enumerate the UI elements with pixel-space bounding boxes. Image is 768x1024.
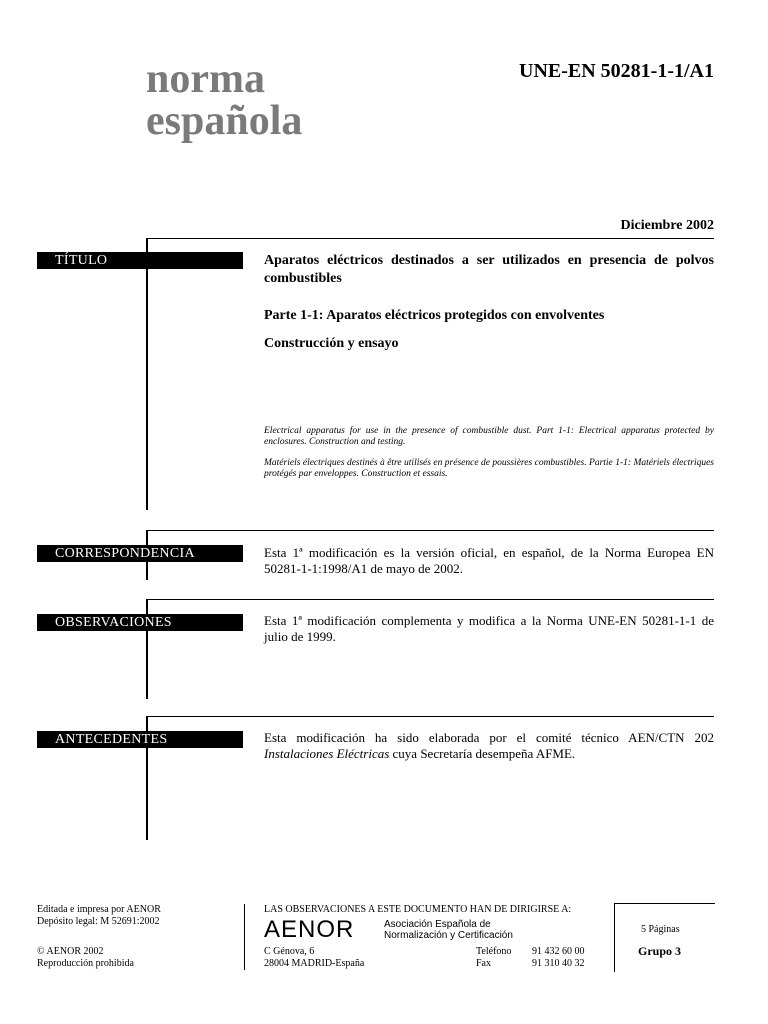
correspondencia-text: Esta 1ª modificación es la versión oficial, en español, de la Norma Europea EN 50281-1-1:1998/A1 de mayo de 2002. bbox=[264, 545, 714, 576]
standard-code: UNE-EN 50281-1-1/A1 bbox=[519, 60, 714, 82]
footer-copyright bbox=[37, 946, 134, 970]
price-group: Grupo 3 bbox=[638, 944, 682, 958]
titulo-content bbox=[264, 252, 714, 480]
antecedentes-text bbox=[264, 730, 714, 762]
edited-by: Editada e impresa por AENOR bbox=[37, 904, 161, 915]
publication-date: Diciembre 2002 bbox=[620, 218, 714, 233]
contact-values bbox=[532, 946, 585, 970]
document-part: Parte 1-1: Aparatos eléctricos protegidos con envolventes bbox=[264, 308, 605, 323]
antecedentes-text-start: Esta modificación ha sido elaborada por el comité técnico AEN/CTN 202 bbox=[264, 730, 714, 745]
footer-edition bbox=[37, 904, 161, 928]
fax-label: Fax bbox=[476, 958, 491, 969]
observaciones-top-rule bbox=[146, 599, 714, 600]
reproduction-notice: Reproducción prohibida bbox=[37, 958, 134, 969]
observaciones-text: Esta 1ª modificación complementa y modifica a la Norma UNE-EN 50281-1-1 de julio de 1999. bbox=[264, 613, 714, 644]
address-street: C Génova, 6 bbox=[264, 946, 315, 957]
pages-box bbox=[614, 903, 715, 972]
phone-number: 91 432 60 00 bbox=[532, 946, 585, 957]
aenor-name-line2: Normalización y Certificación bbox=[384, 930, 513, 941]
brand-line1: norma bbox=[146, 56, 265, 102]
aenor-logo: AENOR bbox=[264, 916, 355, 943]
title-french: Matériels électriques destinés à être utilisés en présence de poussières combustibles. Partie 1-1: Matériels électriques protégés par enveloppes. Construction et essais. bbox=[264, 458, 714, 479]
titulo-label: TÍTULO bbox=[37, 252, 243, 269]
antecedentes-label: ANTECEDENTES bbox=[37, 731, 243, 748]
aenor-address bbox=[264, 946, 364, 970]
correspondencia-label: CORRESPONDENCIA bbox=[37, 545, 243, 562]
observaciones-label: OBSERVACIONES bbox=[37, 614, 243, 631]
antecedentes-text-end: cuya Secretaría desempeña AFME. bbox=[389, 746, 576, 761]
aenor-full-name bbox=[384, 919, 513, 941]
aenor-name-line1: Asociación Española de bbox=[384, 919, 491, 930]
address-city: 28004 MADRID-España bbox=[264, 958, 365, 969]
titulo-vertical-rule bbox=[146, 238, 148, 510]
title-english: Electrical apparatus for use in the presence of combustible dust. Part 1-1: Electrical apparatus protected by enclosures. Construction and testing. bbox=[264, 426, 714, 447]
correspondencia-top-rule bbox=[146, 530, 714, 531]
observations-notice: LAS OBSERVACIONES A ESTE DOCUMENTO HAN DE DIRIGIRSE A: bbox=[264, 904, 572, 915]
page-count: 5 Páginas bbox=[641, 924, 680, 935]
document-subtitle: Construcción y ensayo bbox=[264, 336, 399, 351]
antecedentes-committee-name: Instalaciones Eléctricas bbox=[264, 746, 390, 761]
fax-number: 91 310 40 32 bbox=[532, 958, 585, 969]
titulo-top-rule bbox=[146, 238, 714, 239]
antecedentes-top-rule bbox=[146, 716, 714, 717]
legal-deposit: Depósito legal: M 52691:2002 bbox=[37, 916, 160, 927]
phone-label: Teléfono bbox=[476, 946, 512, 957]
brand-title bbox=[146, 58, 302, 142]
footer-divider bbox=[244, 904, 245, 970]
contact-labels bbox=[476, 946, 511, 970]
document-title: Aparatos eléctricos destinados a ser utilizados en presencia de polvos combustibles bbox=[264, 253, 714, 286]
brand-line2: española bbox=[146, 98, 303, 144]
copyright: © AENOR 2002 bbox=[37, 946, 104, 957]
